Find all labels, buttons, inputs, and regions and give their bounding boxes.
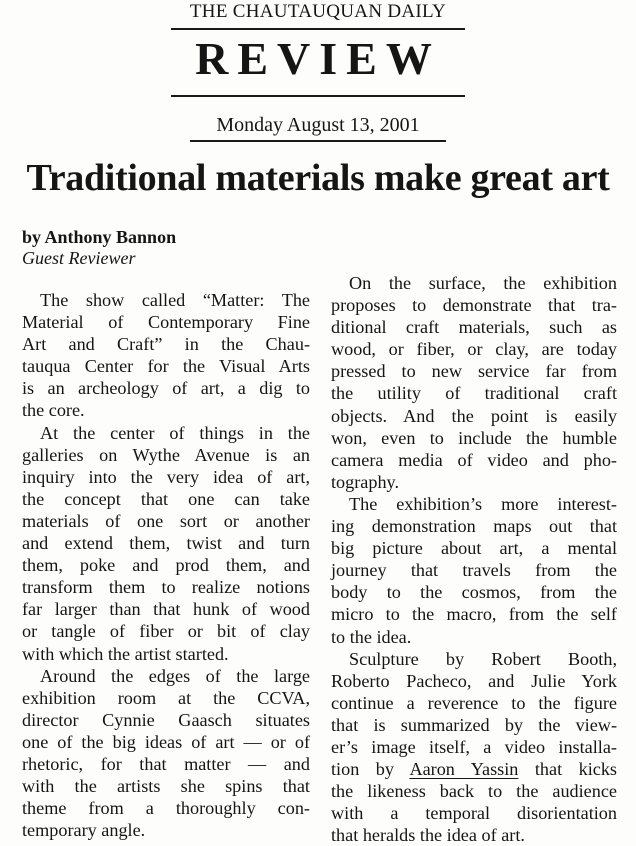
text-line: or tangle of fiber or bit of clay xyxy=(22,621,310,642)
text-line: materials of one sort or another xyxy=(22,510,310,531)
text-line: temporary angle. xyxy=(22,820,146,841)
text-line: The exhibition’s more interest- xyxy=(349,493,617,514)
text-line: pressed to new service far from xyxy=(331,361,617,382)
text-line: tography. xyxy=(331,471,400,492)
text-line: galleries on Wythe Avenue is an xyxy=(22,444,310,465)
text-line: is an archeology of art, a dig to xyxy=(22,378,310,399)
text-line: continue a reverence to the figure xyxy=(331,692,617,713)
text-line: director Cynnie Gaasch situates xyxy=(22,709,310,730)
right-column xyxy=(331,272,617,846)
text-line: On the surface, the exhibition xyxy=(349,273,617,293)
text-line: Roberto Pacheco, and Julie York xyxy=(331,670,617,691)
paragraph xyxy=(22,289,310,422)
text-line: micro to the macro, from the self xyxy=(331,604,617,625)
text-line: the utility of traditional craft xyxy=(331,383,617,404)
artist-name-underlined: Aaron Yassin xyxy=(409,759,519,780)
text-line: Around the edges of the large xyxy=(40,665,310,686)
byline: by Anthony Bannon xyxy=(22,227,177,247)
text-line: the core. xyxy=(22,400,85,421)
text-line: with the artists she spins that xyxy=(22,776,310,797)
column-top-gap xyxy=(22,272,310,289)
byline-role: Guest Reviewer xyxy=(22,248,136,268)
text-line: Sculpture by Robert Booth, xyxy=(349,648,617,669)
text-line: Art and Craft” in the Chau- xyxy=(22,334,310,355)
text-line: tauqua Center for the Visual Arts xyxy=(22,356,310,377)
date-line: Monday August 13, 2001 xyxy=(216,114,420,136)
paper-name: THE CHAUTAUQUAN DAILY xyxy=(189,1,447,22)
paragraph xyxy=(22,422,310,665)
text-line: camera media of video and pho- xyxy=(331,449,617,470)
text-line: inquiry into the very idea of art, xyxy=(22,466,310,487)
headline: Traditional materials make great art xyxy=(26,157,610,199)
text-line: big picture about art, a mental xyxy=(331,538,617,559)
text-line: ditional craft materials, such as xyxy=(331,317,617,338)
text-line: the concept that one can take xyxy=(22,488,310,509)
section-title: REVIEW xyxy=(195,33,441,84)
text-line: Material of Contemporary Fine xyxy=(22,312,310,333)
text-line: exhibition room at the CCVA, xyxy=(22,687,310,708)
text-line: with which the artist started. xyxy=(22,643,229,664)
text-line: The show called “Matter: The xyxy=(40,290,310,310)
text-line: proposes to demonstrate that tra- xyxy=(331,295,617,316)
text-before-name: tion by xyxy=(331,759,410,780)
paragraph xyxy=(331,272,617,493)
text-line: transform them to realize notions xyxy=(22,577,310,598)
paragraph xyxy=(331,493,617,648)
text-line: and extend them, twist and turn xyxy=(22,533,310,554)
text-line: body to the cosmos, from the xyxy=(331,582,617,603)
text-line: won, even to include the humble xyxy=(331,427,617,448)
text-line: rhetoric, for that matter — and xyxy=(22,753,310,774)
date-rule xyxy=(190,140,446,142)
paragraph xyxy=(331,648,617,846)
text-line: ing demonstration maps out that xyxy=(331,516,617,537)
text-line: to the idea. xyxy=(331,626,412,647)
text-line: theme from a thoroughly con- xyxy=(22,798,310,819)
text-line: one of the big ideas of art — or of xyxy=(22,731,310,752)
text-line: far larger than that hunk of wood xyxy=(22,599,310,620)
text-line xyxy=(331,758,617,780)
text-line: the likeness back to the audience xyxy=(331,781,617,802)
left-column xyxy=(22,272,310,841)
text-line: objects. And the point is easily xyxy=(331,405,617,426)
text-line: them, poke and prod them, and xyxy=(22,555,310,576)
text-line: journey that travels from the xyxy=(331,560,617,581)
paragraph xyxy=(22,665,310,842)
text-line: wood, or fiber, or clay, are today xyxy=(331,339,617,360)
text-line: that heralds the idea of art. xyxy=(331,825,525,846)
text-after-name: that kicks xyxy=(518,759,618,780)
text-line: that is summarized by the view- xyxy=(331,714,617,735)
text-line: with a temporal disorientation xyxy=(331,803,617,824)
text-line: er’s image itself, a video installa- xyxy=(331,736,617,757)
masthead-rule-bottom xyxy=(171,95,465,97)
text-line: At the center of things in the xyxy=(40,422,310,443)
